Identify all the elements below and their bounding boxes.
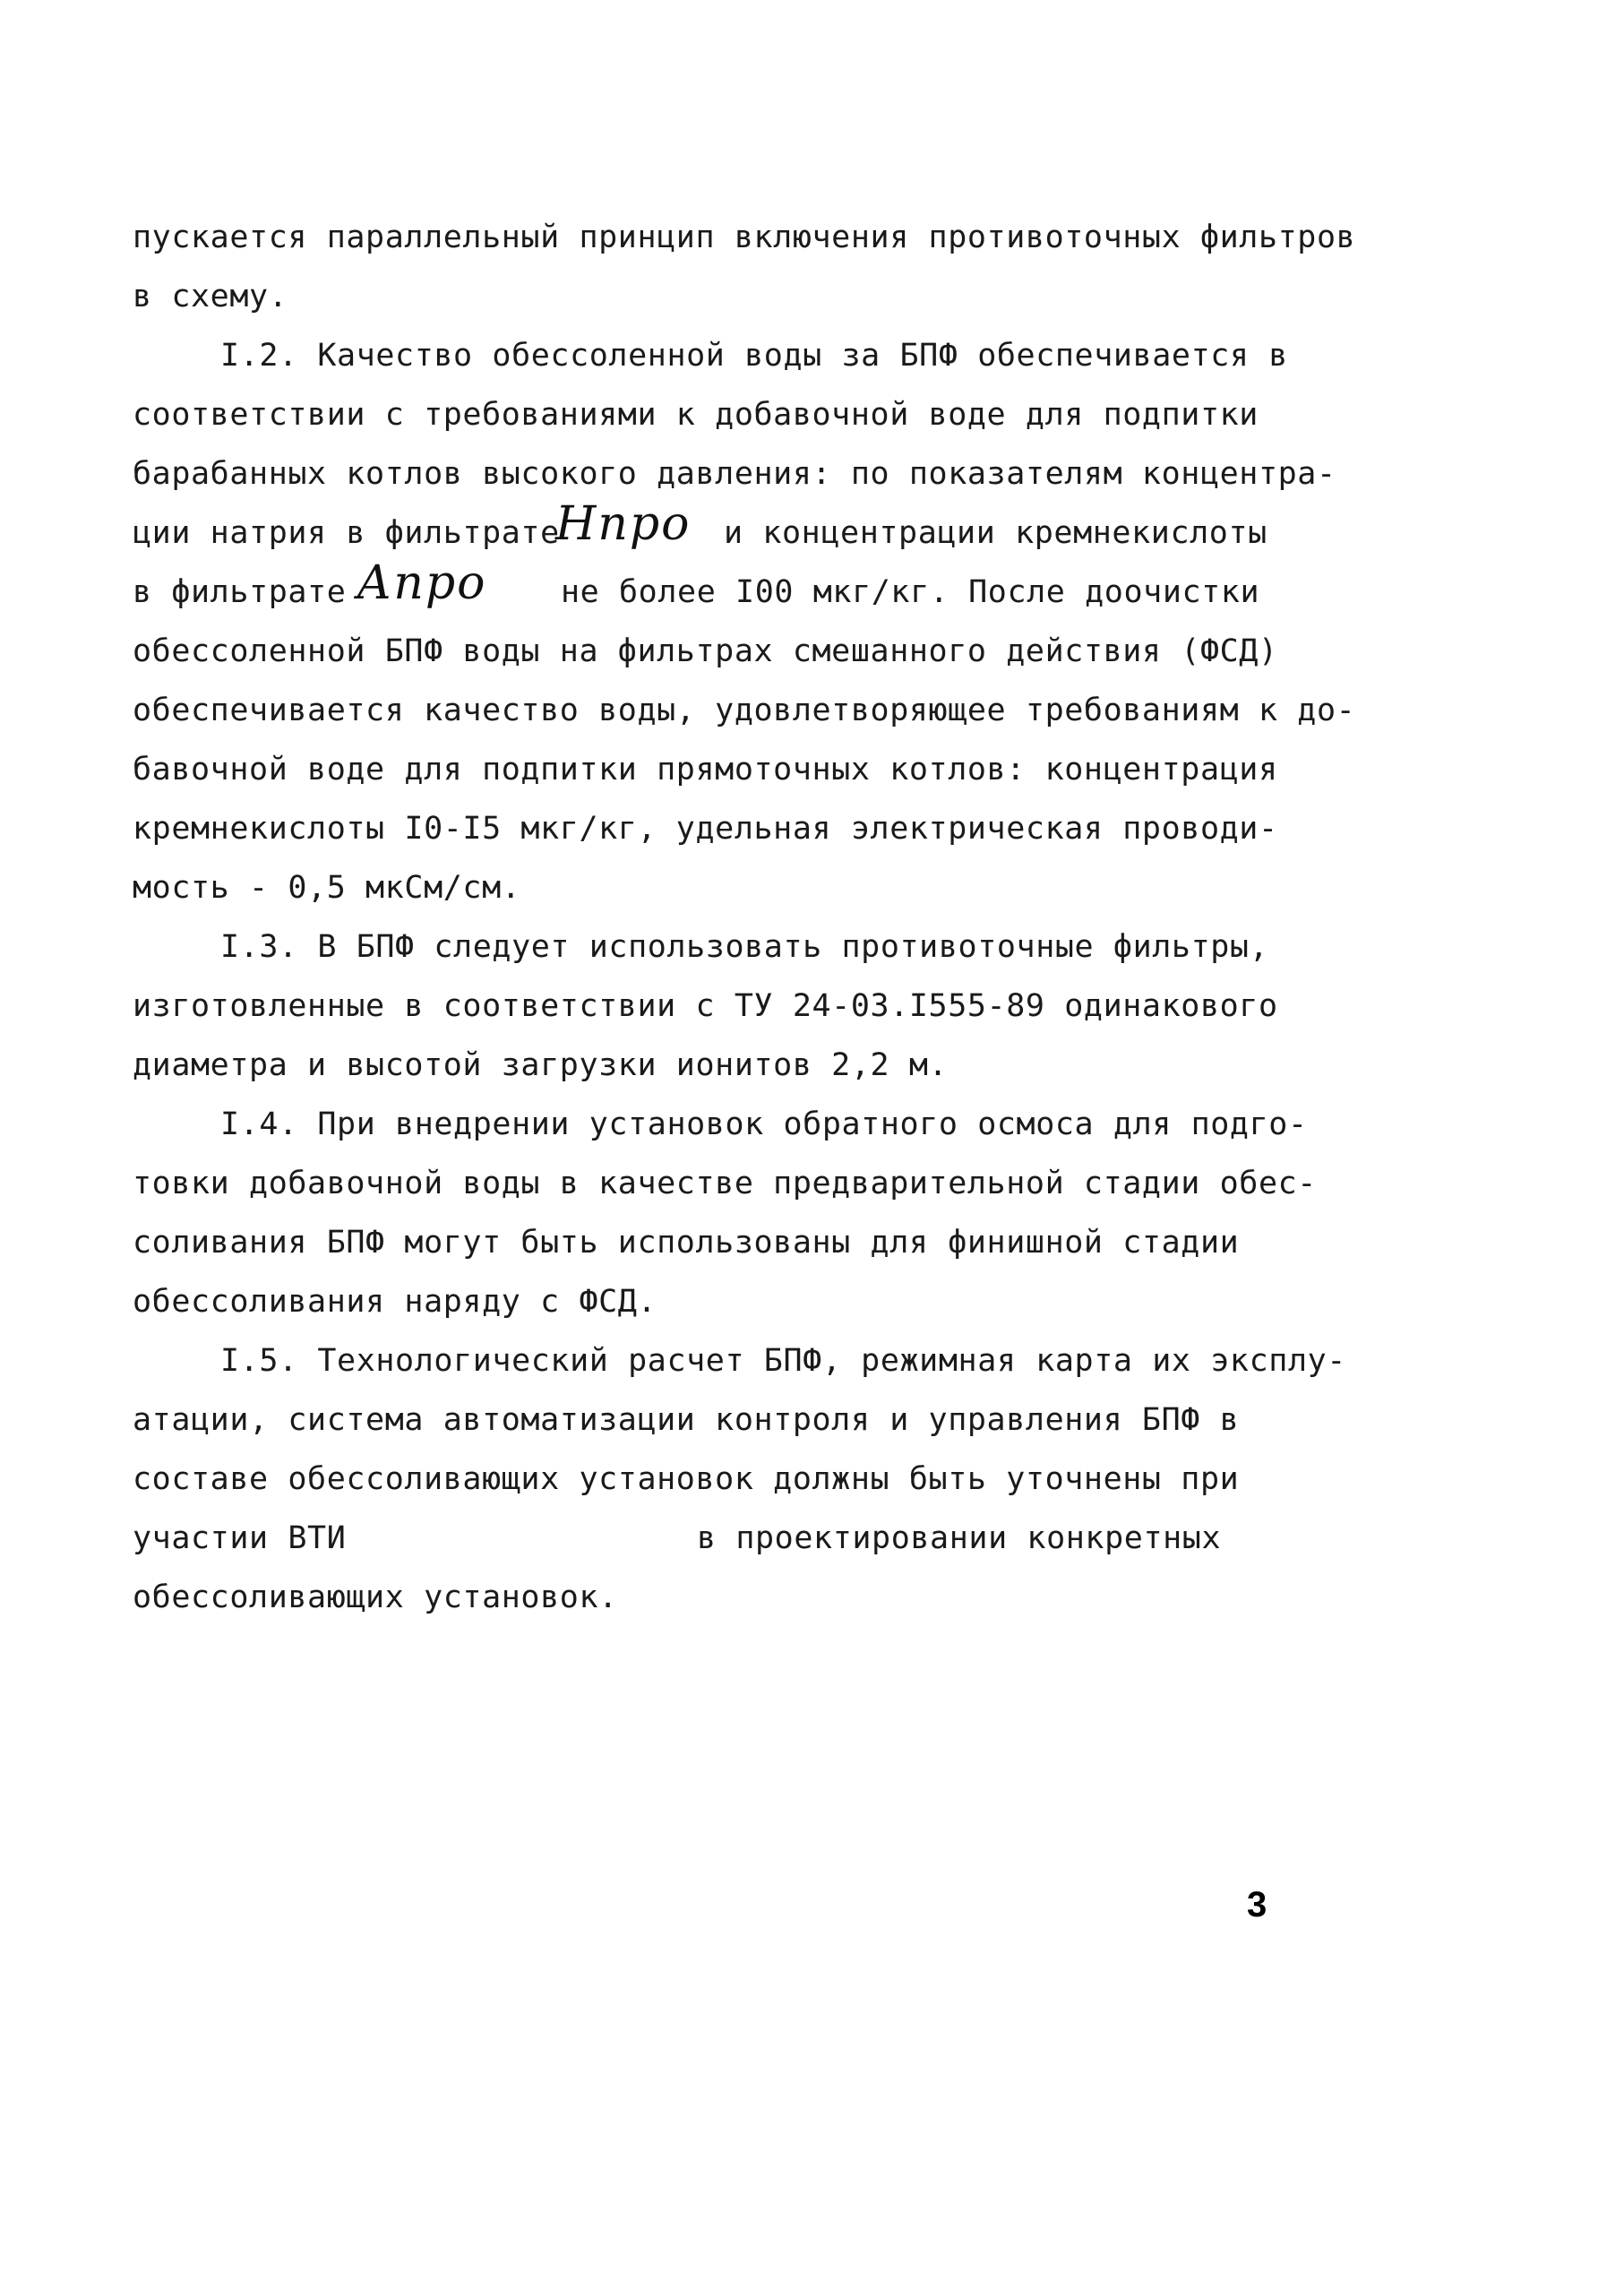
text-line: пускается параллельный принцип включения противоточных фильтров [133,219,1356,255]
page-number: 3 [1247,1885,1267,1924]
text-line: кремнекислоты I0-I5 мкг/кг, удельная электрическая проводи- [133,811,1278,847]
handwritten-sodium-symbol: Нпро [555,497,692,551]
text-line: участии ВТИ [133,1520,347,1556]
text-line: соливания БПФ могут быть использованы для финишной стадии [133,1225,1240,1261]
text-line: в схему. [133,279,288,314]
text-line: в проектировании конкретных [697,1520,1222,1556]
text-line: изготовленные в соответствии с ТУ 24-03.I555-89 одинакового [133,988,1278,1024]
text-line: диаметра и высотой загрузки ионитов 2,2 м. [133,1047,949,1083]
text-line: обессоленной БПФ воды на фильтрах смешанного действия (ФСД) [133,633,1278,669]
text-line: I.5. Технологический расчет БПФ, режимная карта их эксплу- [220,1343,1346,1379]
text-line: не более I00 мкг/кг. После доочистки [561,574,1260,610]
text-line: мость - 0,5 мкСм/см. [133,870,521,906]
text-line: I.2. Качество обессоленной воды за БПФ обеспечивается в [220,338,1288,374]
text-line: атации, система автоматизации контроля и управления БПФ в [133,1402,1240,1438]
text-line: I.3. В БПФ следует использовать противоточные фильтры, [220,929,1269,965]
text-line: товки добавочной воды в качестве предварительной стадии обес- [133,1166,1317,1201]
text-line: в фильтрате [133,574,347,610]
text-line: ции натрия в фильтрате [133,515,560,551]
handwritten-silica-symbol: Апро [357,556,487,610]
text-line: I.4. При внедрении установок обратного осмоса для подго- [220,1106,1308,1142]
text-line: соответствии с требованиями к добавочной воде для подпитки [133,397,1259,433]
text-line: обессоливающих установок. [133,1579,618,1615]
text-line: обеспечивается качество воды, удовлетворяющее требованиям к до- [133,693,1356,728]
text-line: барабанных котлов высокого давления: по показателям концентра- [133,456,1336,492]
text-line: и концентрации кремнекислоты [724,515,1267,551]
text-line: бавочной воде для подпитки прямоточных котлов: концентрация [133,752,1278,788]
text-line: составе обессоливающих установок должны быть уточнены при [133,1461,1240,1497]
text-line: обессоливания наряду с ФСД. [133,1284,657,1320]
